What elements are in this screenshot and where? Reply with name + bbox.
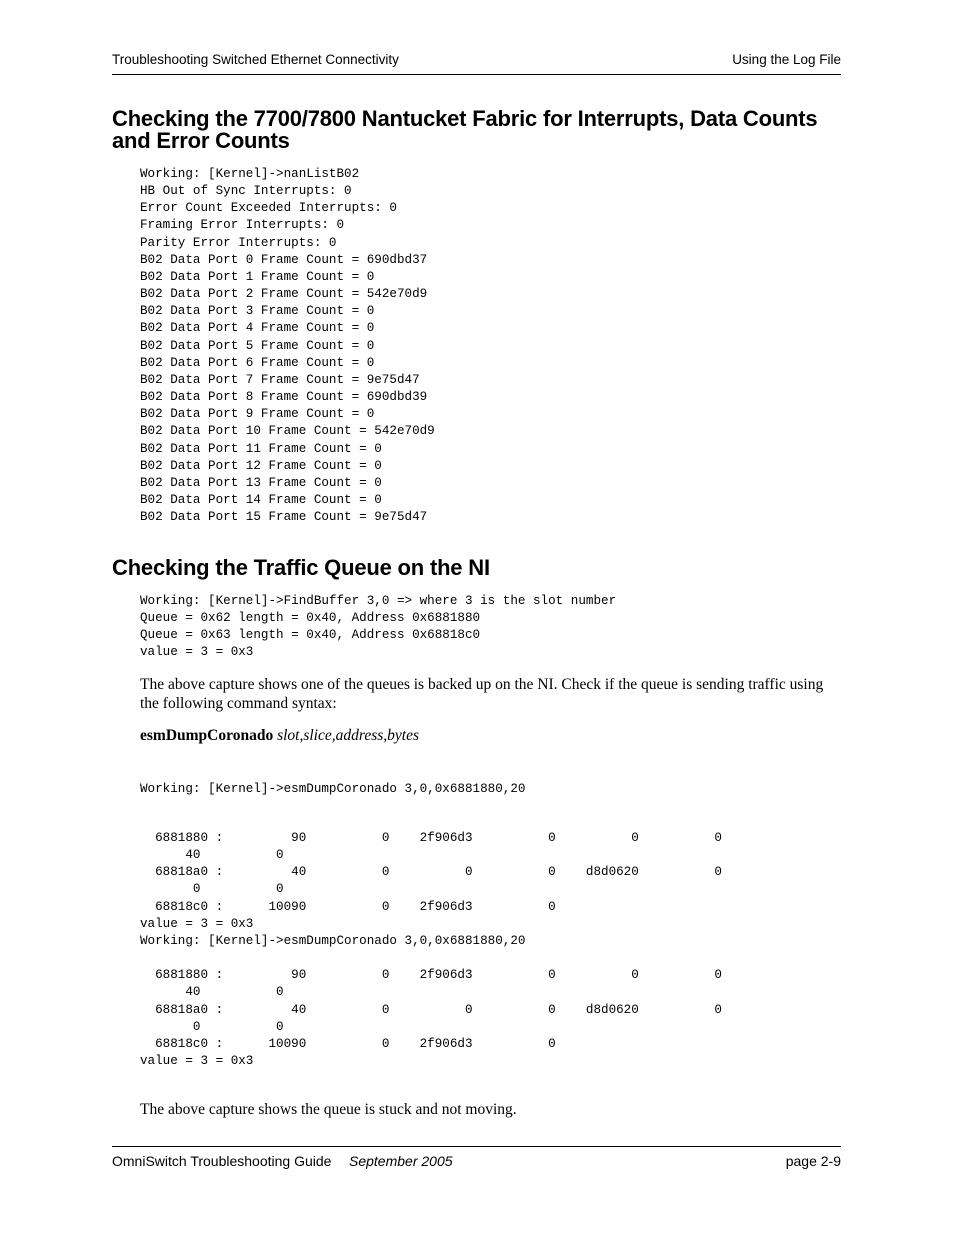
syntax-command: esmDumpCoronado: [140, 727, 274, 744]
code-block-findbuffer: Working: [Kernel]->FindBuffer 3,0 => where 3 is the slot number Queue = 0x62 length = 0x40, Address 0x6881880 Queue = 0x63 length = 0x40, Address 0x68818c0 value = 3 = 0x3: [140, 594, 617, 660]
section-heading-nantucket: Checking the 7700/7800 Nantucket Fabric for Interrupts, Data Counts and Error Counts: [112, 106, 818, 153]
code-block-nanlistb02: Working: [Kernel]->nanListB02 HB Out of Sync Interrupts: 0 Error Count Exceeded Interrupts: 0 Framing Error Interrupts: 0 Parity Error Interrupts: 0 B02 Data Port 0 Frame Count = 690dbd37 B02 Data Port 1 Frame Count = 0 B02 Data Port 2 Frame Count = 542e70d9 B02 Data Port 3 Frame Count = 0 B02 Data Port 4 Frame Count = 0 B02 Data Port 5 Frame Count = 0 B02 Data Port 6 Frame Count = 0 B02 Data Port 7 Frame Count = 9e75d47 B02 Data Port 8 Frame Count = 690dbd39 B02 Data Port 9 Frame Count = 0 B02 Data Port 10 Frame Count = 542e70d9 B02 Data Port 11 Frame Count = 0 B02 Data Port 12 Frame Count = 0 B02 Data Port 13 Frame Count = 0 B02 Data Port 14 Frame Count = 0 B02 Data Port 15 Frame Count = 9e75d47: [140, 167, 435, 525]
footer-page-number: page 2-9: [785, 1153, 841, 1169]
page-header: [112, 50, 841, 75]
code-block-memory-dump: 6881880 : 90 0 2f906d3 0 0 0 40 0 68818a0 : 40 0 0 0 d8d0620 0 0 0 68818c0 : 10090 0 2f906d3 0 value = 3 = 0x3 Working: [Kernel]->esmDumpCoronado 3,0,0x6881880,20 6881880 : 90 0 2f906d3 0 0 0 40 0 68818a0 : 40 0 0 0 d8d0620 0 0 0 68818c0 : 10090 0 2f906d3 0 value = 3 = 0x3: [140, 831, 722, 1069]
paragraph-queue-stuck: The above capture shows the queue is stuck and not moving.: [140, 1101, 517, 1118]
syntax-arguments: slot,slice,address,bytes: [273, 727, 419, 744]
section-heading-traffic-queue: Checking the Traffic Queue on the NI: [112, 555, 490, 580]
header-section-title: Using the Log File: [732, 52, 841, 67]
code-command-line: Working: [Kernel]->esmDumpCoronado 3,0,0x6881880,20: [140, 782, 526, 796]
footer-date: September 2005: [349, 1153, 453, 1169]
footer-guide-title: OmniSwitch Troubleshooting Guide: [112, 1153, 332, 1169]
page-footer: [112, 1146, 841, 1169]
paragraph-queue-backed-up: The above capture shows one of the queues is backed up on the NI. Check if the queue is sending traffic using the following command syntax:: [140, 676, 824, 712]
command-syntax: [140, 726, 840, 745]
header-chapter-title: Troubleshooting Switched Ethernet Connectivity: [112, 52, 399, 67]
